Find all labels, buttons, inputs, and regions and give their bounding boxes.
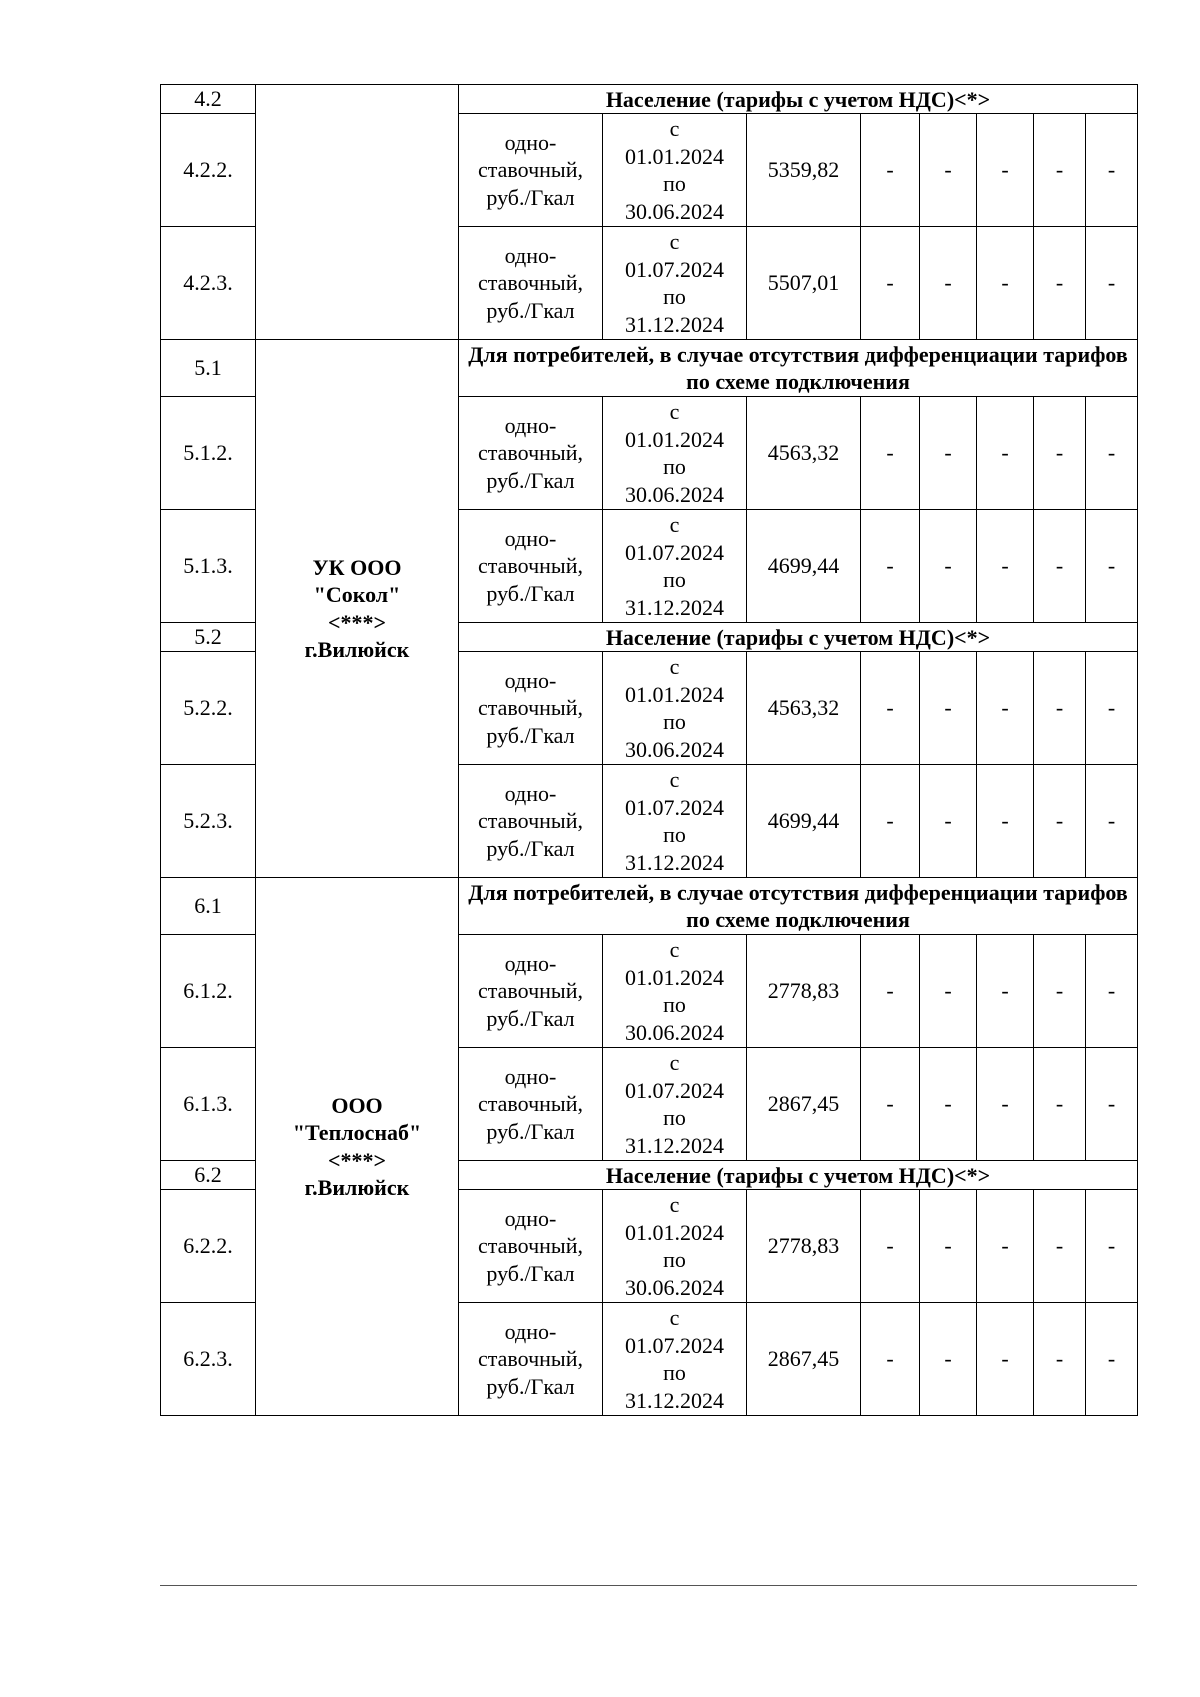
rate-type-line: руб./Гкал: [486, 1005, 575, 1031]
empty-value-dash: -: [1086, 765, 1138, 878]
section-code: 6.1: [161, 878, 256, 935]
period-line: по: [663, 1247, 686, 1272]
rate-type-line: руб./Гкал: [486, 722, 575, 748]
rate-type-line: одно-: [504, 950, 557, 976]
period-line: 01.07.2024: [625, 1077, 724, 1103]
empty-value-dash: -: [861, 510, 920, 623]
tariff-value: 4699,44: [747, 765, 861, 878]
section-code: 4.2: [161, 85, 256, 114]
empty-value-dash: -: [1086, 935, 1138, 1048]
empty-value-dash: -: [861, 1048, 920, 1161]
empty-value-dash: -: [861, 765, 920, 878]
organization-cell: [256, 878, 459, 1416]
rate-type-line: ставочный,: [478, 157, 583, 183]
period: [603, 1048, 747, 1161]
empty-value-dash: -: [1034, 765, 1086, 878]
tariff-value: 4563,32: [747, 397, 861, 510]
empty-value-dash: -: [1034, 1190, 1086, 1303]
rate-type: [459, 1303, 603, 1416]
empty-value-dash: -: [1034, 1303, 1086, 1416]
empty-value-dash: -: [1034, 510, 1086, 623]
period-line: по: [663, 171, 686, 196]
tariff-value: 5507,01: [747, 227, 861, 340]
rate-type-line: одно-: [504, 1318, 557, 1344]
row-code: 5.2.3.: [161, 765, 256, 878]
period-line: 31.12.2024: [625, 311, 724, 337]
rate-type-line: ставочный,: [478, 1233, 583, 1259]
organization-cell: [256, 85, 459, 340]
period-line: 01.01.2024: [625, 143, 724, 169]
tariff-value: 5359,82: [747, 114, 861, 227]
organization-cell-line: УК ООО: [312, 554, 402, 580]
section-title: Население (тарифы с учетом НДС)<*>: [459, 85, 1138, 114]
period-line: 30.06.2024: [625, 481, 724, 507]
empty-value-dash: -: [977, 765, 1034, 878]
period-line: с: [669, 1050, 680, 1075]
empty-value-dash: -: [977, 1048, 1034, 1161]
empty-value-dash: -: [1086, 397, 1138, 510]
period-line: 01.07.2024: [625, 256, 724, 282]
period-line: по: [663, 284, 686, 309]
empty-value-dash: -: [861, 935, 920, 1048]
rate-type: [459, 114, 603, 227]
empty-value-dash: -: [1086, 1048, 1138, 1161]
period: [603, 1303, 747, 1416]
period-line: 01.01.2024: [625, 426, 724, 452]
organization-cell-line: "Сокол": [313, 582, 401, 607]
rate-type-line: руб./Гкал: [486, 835, 575, 861]
empty-value-dash: -: [920, 114, 977, 227]
row-code: 4.2.3.: [161, 227, 256, 340]
period-line: 30.06.2024: [625, 1274, 724, 1300]
empty-value-dash: -: [977, 1303, 1034, 1416]
organization-cell-line: <***>: [327, 609, 387, 635]
empty-value-dash: -: [861, 227, 920, 340]
empty-value-dash: -: [1034, 227, 1086, 340]
tariff-value: 2867,45: [747, 1048, 861, 1161]
period-line: 30.06.2024: [625, 736, 724, 762]
period-line: по: [663, 454, 686, 479]
empty-value-dash: -: [977, 397, 1034, 510]
empty-value-dash: -: [977, 114, 1034, 227]
period-line: 01.01.2024: [625, 681, 724, 707]
organization-cell-line: г.Вилюйск: [304, 637, 410, 662]
section-header-row: [161, 878, 1138, 935]
rate-type-line: руб./Гкал: [486, 1260, 575, 1286]
empty-value-dash: -: [977, 935, 1034, 1048]
rate-type: [459, 227, 603, 340]
section-header-row: [161, 340, 1138, 397]
row-code: 6.1.2.: [161, 935, 256, 1048]
empty-value-dash: -: [977, 652, 1034, 765]
period-line: с: [669, 1305, 680, 1330]
rate-type: [459, 397, 603, 510]
empty-value-dash: -: [1086, 114, 1138, 227]
empty-value-dash: -: [920, 510, 977, 623]
period-line: с: [669, 229, 680, 254]
empty-value-dash: -: [920, 397, 977, 510]
empty-value-dash: -: [1086, 1190, 1138, 1303]
period-line: с: [669, 399, 680, 424]
rate-type-line: руб./Гкал: [486, 580, 575, 606]
rate-type-line: одно-: [504, 242, 557, 268]
empty-value-dash: -: [977, 1190, 1034, 1303]
period-line: по: [663, 1360, 686, 1385]
empty-value-dash: -: [1086, 1303, 1138, 1416]
empty-value-dash: -: [920, 227, 977, 340]
period-line: 01.07.2024: [625, 539, 724, 565]
period-line: 30.06.2024: [625, 198, 724, 224]
rate-type: [459, 652, 603, 765]
rate-type-line: одно-: [504, 667, 557, 693]
row-code: 4.2.2.: [161, 114, 256, 227]
period-line: 01.07.2024: [625, 794, 724, 820]
section-title: Для потребителей, в случае отсутствия дифференциации тарифов по схеме подключения: [459, 340, 1138, 397]
empty-value-dash: -: [977, 510, 1034, 623]
tariff-value: 2778,83: [747, 1190, 861, 1303]
period-line: 31.12.2024: [625, 849, 724, 875]
rate-type: [459, 510, 603, 623]
rate-type: [459, 765, 603, 878]
period-line: с: [669, 1192, 680, 1217]
rate-type-line: одно-: [504, 780, 557, 806]
period-line: с: [669, 767, 680, 792]
period-line: по: [663, 709, 686, 734]
empty-value-dash: -: [920, 1190, 977, 1303]
organization-cell-line: ООО: [331, 1092, 383, 1118]
empty-value-dash: -: [861, 1190, 920, 1303]
rate-type-line: ставочный,: [478, 553, 583, 579]
empty-value-dash: -: [920, 935, 977, 1048]
empty-value-dash: -: [861, 397, 920, 510]
period: [603, 397, 747, 510]
empty-value-dash: -: [1034, 397, 1086, 510]
tariff-value: 2867,45: [747, 1303, 861, 1416]
empty-value-dash: -: [1034, 1048, 1086, 1161]
empty-value-dash: -: [861, 114, 920, 227]
period-line: по: [663, 992, 686, 1017]
period: [603, 652, 747, 765]
empty-value-dash: -: [920, 1048, 977, 1161]
empty-value-dash: -: [1034, 935, 1086, 1048]
period-line: по: [663, 567, 686, 592]
footer-rule: [160, 1585, 1137, 1586]
empty-value-dash: -: [1086, 227, 1138, 340]
rate-type-line: ставочный,: [478, 978, 583, 1004]
row-code: 6.1.3.: [161, 1048, 256, 1161]
period-line: по: [663, 1105, 686, 1130]
empty-value-dash: -: [1034, 652, 1086, 765]
rate-type-line: одно-: [504, 1063, 557, 1089]
period: [603, 114, 747, 227]
section-title: Для потребителей, в случае отсутствия дифференциации тарифов по схеме подключения: [459, 878, 1138, 935]
rate-type-line: руб./Гкал: [486, 184, 575, 210]
rate-type: [459, 1048, 603, 1161]
rate-type-line: одно-: [504, 129, 557, 155]
section-title: Население (тарифы с учетом НДС)<*>: [459, 623, 1138, 652]
organization-cell: [256, 340, 459, 878]
section-code: 6.2: [161, 1161, 256, 1190]
empty-value-dash: -: [920, 1303, 977, 1416]
row-code: 5.1.2.: [161, 397, 256, 510]
rate-type: [459, 1190, 603, 1303]
empty-value-dash: -: [861, 652, 920, 765]
row-code: 5.1.3.: [161, 510, 256, 623]
tariff-value: 2778,83: [747, 935, 861, 1048]
empty-value-dash: -: [920, 765, 977, 878]
rate-type-line: одно-: [504, 525, 557, 551]
period-line: с: [669, 654, 680, 679]
period-line: 31.12.2024: [625, 1132, 724, 1158]
rate-type-line: ставочный,: [478, 695, 583, 721]
section-code: 5.2: [161, 623, 256, 652]
period-line: 31.12.2024: [625, 594, 724, 620]
empty-value-dash: -: [977, 227, 1034, 340]
period-line: 01.07.2024: [625, 1332, 724, 1358]
rate-type-line: ставочный,: [478, 808, 583, 834]
period-line: 31.12.2024: [625, 1387, 724, 1413]
period: [603, 510, 747, 623]
empty-value-dash: -: [1034, 114, 1086, 227]
organization-cell-line: <***>: [327, 1147, 387, 1173]
rate-type-line: одно-: [504, 1205, 557, 1231]
row-code: 5.2.2.: [161, 652, 256, 765]
rate-type: [459, 935, 603, 1048]
row-code: 6.2.2.: [161, 1190, 256, 1303]
rate-type-line: ставочный,: [478, 1091, 583, 1117]
organization-cell-line: "Теплоснаб": [292, 1120, 422, 1145]
period-line: с: [669, 937, 680, 962]
period: [603, 935, 747, 1048]
period-line: 01.01.2024: [625, 1219, 724, 1245]
empty-value-dash: -: [1086, 510, 1138, 623]
rate-type-line: ставочный,: [478, 1346, 583, 1372]
rate-type-line: ставочный,: [478, 270, 583, 296]
period: [603, 227, 747, 340]
section-header-row: [161, 85, 1138, 114]
period-line: с: [669, 512, 680, 537]
tariff-value: 4699,44: [747, 510, 861, 623]
period: [603, 765, 747, 878]
rate-type-line: руб./Гкал: [486, 1373, 575, 1399]
empty-value-dash: -: [861, 1303, 920, 1416]
rate-type-line: одно-: [504, 412, 557, 438]
period-line: с: [669, 116, 680, 141]
rate-type-line: ставочный,: [478, 440, 583, 466]
period-line: по: [663, 822, 686, 847]
rate-type-line: руб./Гкал: [486, 297, 575, 323]
empty-value-dash: -: [1086, 652, 1138, 765]
period-line: 01.01.2024: [625, 964, 724, 990]
period-line: 30.06.2024: [625, 1019, 724, 1045]
rate-type-line: руб./Гкал: [486, 1118, 575, 1144]
rate-type-line: руб./Гкал: [486, 467, 575, 493]
section-code: 5.1: [161, 340, 256, 397]
organization-cell-line: г.Вилюйск: [304, 1175, 410, 1200]
tariff-value: 4563,32: [747, 652, 861, 765]
empty-value-dash: -: [920, 652, 977, 765]
row-code: 6.2.3.: [161, 1303, 256, 1416]
period: [603, 1190, 747, 1303]
tariff-table: [160, 84, 1138, 1416]
section-title: Население (тарифы с учетом НДС)<*>: [459, 1161, 1138, 1190]
